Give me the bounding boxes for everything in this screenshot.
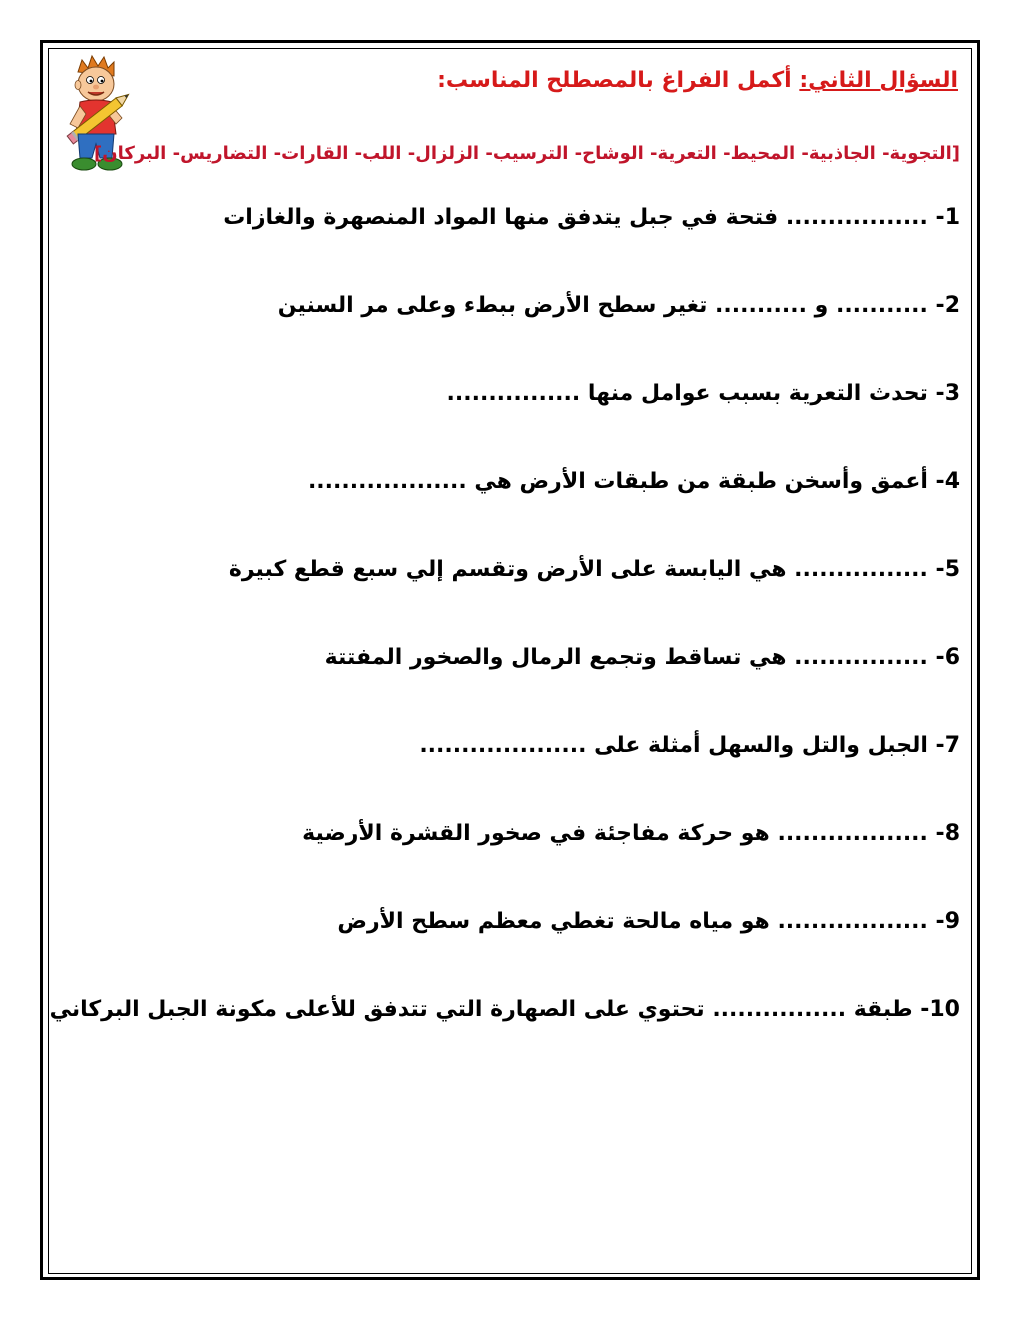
question-item-2: 2- ........... و ........... تغير سطح الأرض ببطء وعلى مر السنين [277, 293, 960, 318]
question-item-6: 6- ................ هي تساقط وتجمع الرمال والصخور المفتتة [324, 645, 960, 670]
question-item-5: 5- ................ هي اليابسة على الأرض وتقسم إلي سبع قطع كبيرة [228, 557, 960, 582]
question-item-1: 1- ................. فتحة في جبل يتدفق منها المواد المنصهرة والغازات [223, 205, 960, 230]
worksheet-page [48, 48, 970, 1272]
question-label: السؤال الثاني: [799, 68, 958, 93]
question-item-8: 8- .................. هو حركة مفاجئة في صخور القشرة الأرضية [302, 821, 960, 846]
instruction-text: أكمل الفراغ بالمصطلح المناسب: [437, 68, 792, 93]
word-bank: [التجوية- الجاذبية- المحيط- التعرية- الوشاح- الترسيب- الزلزال- اللب- القارات- التضاريس- البركان] [94, 143, 960, 164]
question-item-3: 3- تحدث التعرية بسبب عوامل منها ................ [446, 381, 960, 406]
question-item-9: 9- .................. هو مياه مالحة تغطي معظم سطح الأرض [337, 909, 960, 934]
question-list [49, 198, 960, 1078]
question-item-7: 7- الجبل والتل والسهل أمثلة على .................... [419, 733, 960, 758]
question-item-4: 4- أعمق وأسخن طبقة من طبقات الأرض هي ................... [307, 469, 960, 494]
question-item-10: 10- طبقة ................ تحتوي على الصهارة التي تتدفق للأعلى مكونة الجبل البركاني [49, 997, 960, 1022]
question-heading [437, 68, 958, 93]
